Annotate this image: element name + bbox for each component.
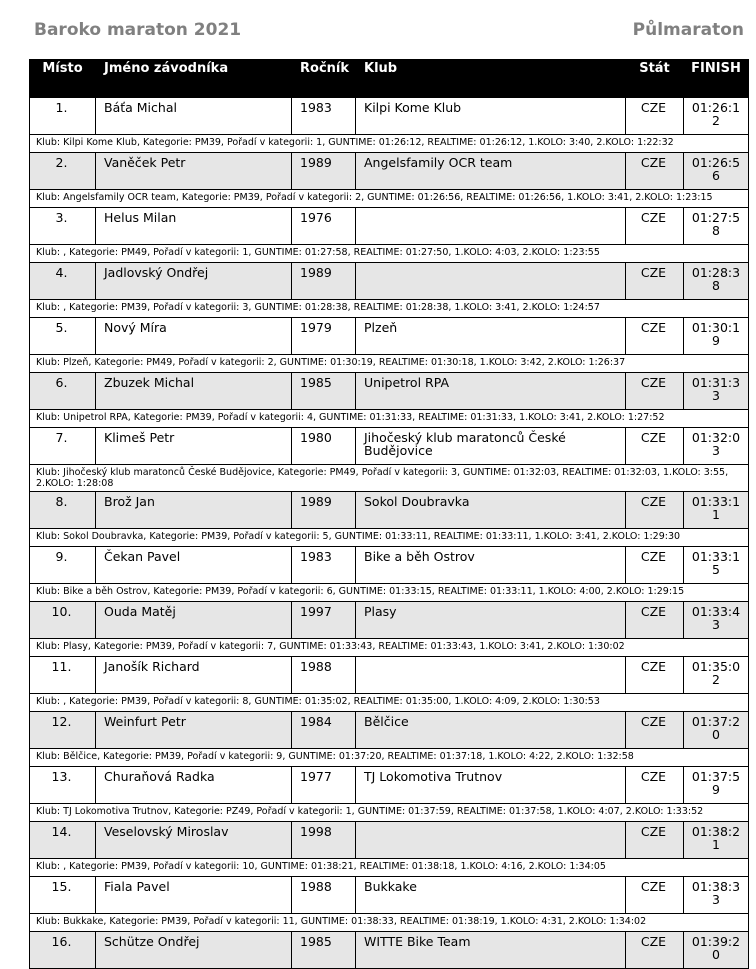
birth-year: 1979 [292, 318, 356, 355]
club-name: TJ Lokomotiva Trutnov [356, 767, 626, 804]
result-detail-row [30, 749, 749, 767]
country-code: CZE [626, 602, 684, 639]
result-detail-row [30, 465, 749, 492]
runner-name: Čekan Pavel [96, 547, 292, 584]
column-header-place: Místo [30, 60, 96, 98]
result-detail-text: Klub: , Kategorie: PM39, Pořadí v kategorii: 10, GUNTIME: 01:38:21, REALTIME: 01:38:18, 1.KOLO: 4:16, 2.KOLO: 1:34:05 [30, 859, 749, 877]
runner-name: Veselovský Miroslav [96, 822, 292, 859]
runner-name: Brož Jan [96, 492, 292, 529]
result-row [30, 428, 749, 465]
result-detail-text: Klub: Bukkake, Kategorie: PM39, Pořadí v kategorii: 11, GUNTIME: 01:38:33, REALTIME: 01:38:19, 1.KOLO: 4:31, 2.KOLO: 1:34:02 [30, 914, 749, 932]
runner-name: Nový Míra [96, 318, 292, 355]
result-detail-row [30, 804, 749, 822]
country-code: CZE [626, 822, 684, 859]
birth-year: 1984 [292, 712, 356, 749]
result-detail-text: Klub: Bike a běh Ostrov, Kategorie: PM39, Pořadí v kategorii: 6, GUNTIME: 01:33:15, REALTIME: 01:33:11, 1.KOLO: 4:00, 2.KOLO: 1:29:15 [30, 584, 749, 602]
result-place: 11. [30, 657, 96, 694]
birth-year: 1980 [292, 428, 356, 465]
runner-name: Helus Milan [96, 208, 292, 245]
birth-year: 1985 [292, 373, 356, 410]
result-place: 16. [30, 932, 96, 969]
club-name: Plzeň [356, 318, 626, 355]
column-header-year: Ročník [292, 60, 356, 98]
finish-time: 01:38:21 [684, 822, 749, 859]
result-row [30, 877, 749, 914]
result-row [30, 208, 749, 245]
result-detail-text: Klub: , Kategorie: PM49, Pořadí v kategorii: 1, GUNTIME: 01:27:58, REALTIME: 01:27:50, 1.KOLO: 4:03, 2.KOLO: 1:23:55 [30, 245, 749, 263]
country-code: CZE [626, 263, 684, 300]
club-name: Plasy [356, 602, 626, 639]
club-name: Bike a běh Ostrov [356, 547, 626, 584]
country-code: CZE [626, 877, 684, 914]
result-place: 8. [30, 492, 96, 529]
result-detail-row [30, 584, 749, 602]
result-detail-row [30, 914, 749, 932]
column-header-name: Jméno závodníka [96, 60, 292, 98]
result-detail-row [30, 410, 749, 428]
birth-year: 1988 [292, 657, 356, 694]
result-place: 15. [30, 877, 96, 914]
country-code: CZE [626, 547, 684, 584]
result-row [30, 602, 749, 639]
result-row [30, 822, 749, 859]
finish-time: 01:38:33 [684, 877, 749, 914]
finish-time: 01:31:33 [684, 373, 749, 410]
runner-name: Klimeš Petr [96, 428, 292, 465]
page-title: Baroko maraton 2021 [34, 20, 242, 40]
finish-time: 01:39:20 [684, 932, 749, 969]
runner-name: Ouda Matěj [96, 602, 292, 639]
birth-year: 1976 [292, 208, 356, 245]
finish-time: 01:37:59 [684, 767, 749, 804]
result-row [30, 932, 749, 969]
result-place: 13. [30, 767, 96, 804]
result-detail-text: Klub: Unipetrol RPA, Kategorie: PM39, Pořadí v kategorii: 4, GUNTIME: 01:31:33, REALTIME: 01:31:33, 1.KOLO: 3:41, 2.KOLO: 1:27:52 [30, 410, 749, 428]
birth-year: 1989 [292, 492, 356, 529]
finish-time: 01:33:43 [684, 602, 749, 639]
result-detail-row [30, 135, 749, 153]
result-detail-text: Klub: Bělčice, Kategorie: PM39, Pořadí v kategorii: 9, GUNTIME: 01:37:20, REALTIME: 01:37:18, 1.KOLO: 4:22, 2.KOLO: 1:32:58 [30, 749, 749, 767]
result-detail-text: Klub: Angelsfamily OCR team, Kategorie: PM39, Pořadí v kategorii: 2, GUNTIME: 01:26:56, REALTIME: 01:26:56, 1.KOLO: 3:41, 2.KOLO: 1:23:15 [30, 190, 749, 208]
finish-time: 01:35:02 [684, 657, 749, 694]
club-name: Bukkake [356, 877, 626, 914]
result-detail-row [30, 300, 749, 318]
club-name: Angelsfamily OCR team [356, 153, 626, 190]
finish-time: 01:26:56 [684, 153, 749, 190]
runner-name: Zbuzek Michal [96, 373, 292, 410]
result-detail-text: Klub: TJ Lokomotiva Trutnov, Kategorie: PZ49, Pořadí v kategorii: 1, GUNTIME: 01:37:59, REALTIME: 01:37:58, 1.KOLO: 4:07, 2.KOLO: 1:33:52 [30, 804, 749, 822]
result-detail-text: Klub: Plasy, Kategorie: PM39, Pořadí v kategorii: 7, GUNTIME: 01:33:43, REALTIME: 01:33:43, 1.KOLO: 3:41, 2.KOLO: 1:30:02 [30, 639, 749, 657]
runner-name: Báťa Michal [96, 98, 292, 135]
runner-name: Churaňová Radka [96, 767, 292, 804]
result-place: 5. [30, 318, 96, 355]
result-detail-row [30, 639, 749, 657]
country-code: CZE [626, 428, 684, 465]
results-table-header [30, 60, 749, 98]
runner-name: Janošík Richard [96, 657, 292, 694]
result-detail-text: Klub: Jihočeský klub maratonců České Budějovice, Kategorie: PM49, Pořadí v kategorii: 3, GUNTIME: 01:32:03, REALTIME: 01:32:03, 1.KOLO: 3:55, 2.KOLO: 1:28:08 [30, 465, 749, 492]
result-detail-row [30, 529, 749, 547]
country-code: CZE [626, 98, 684, 135]
result-row [30, 98, 749, 135]
result-place: 10. [30, 602, 96, 639]
result-row [30, 153, 749, 190]
result-place: 7. [30, 428, 96, 465]
result-place: 9. [30, 547, 96, 584]
birth-year: 1989 [292, 153, 356, 190]
result-row [30, 492, 749, 529]
result-detail-row [30, 190, 749, 208]
runner-name: Fiala Pavel [96, 877, 292, 914]
birth-year: 1977 [292, 767, 356, 804]
birth-year: 1983 [292, 98, 356, 135]
birth-year: 1988 [292, 877, 356, 914]
country-code: CZE [626, 657, 684, 694]
result-detail-row [30, 355, 749, 373]
birth-year: 1983 [292, 547, 356, 584]
finish-time: 01:27:58 [684, 208, 749, 245]
result-row [30, 767, 749, 804]
club-name: Bělčice [356, 712, 626, 749]
country-code: CZE [626, 208, 684, 245]
result-row [30, 263, 749, 300]
runner-name: Weinfurt Petr [96, 712, 292, 749]
result-place: 14. [30, 822, 96, 859]
birth-year: 1985 [292, 932, 356, 969]
result-detail-text: Klub: Kilpi Kome Klub, Kategorie: PM39, Pořadí v kategorii: 1, GUNTIME: 01:26:12, REALTIME: 01:26:12, 1.KOLO: 3:40, 2.KOLO: 1:22:32 [30, 135, 749, 153]
finish-time: 01:26:12 [684, 98, 749, 135]
club-name: Sokol Doubravka [356, 492, 626, 529]
result-place: 3. [30, 208, 96, 245]
result-detail-text: Klub: Plzeň, Kategorie: PM49, Pořadí v kategorii: 2, GUNTIME: 01:30:19, REALTIME: 01:30:18, 1.KOLO: 3:42, 2.KOLO: 1:26:37 [30, 355, 749, 373]
result-place: 1. [30, 98, 96, 135]
club-name: Unipetrol RPA [356, 373, 626, 410]
birth-year: 1997 [292, 602, 356, 639]
column-header-club: Klub [356, 60, 626, 98]
result-place: 2. [30, 153, 96, 190]
country-code: CZE [626, 932, 684, 969]
result-detail-text: Klub: , Kategorie: PM39, Pořadí v kategorii: 3, GUNTIME: 01:28:38, REALTIME: 01:28:38, 1.KOLO: 3:41, 2.KOLO: 1:24:57 [30, 300, 749, 318]
birth-year: 1989 [292, 263, 356, 300]
finish-time: 01:30:19 [684, 318, 749, 355]
result-row [30, 712, 749, 749]
finish-time: 01:28:38 [684, 263, 749, 300]
column-header-finish: FINISH [684, 60, 749, 98]
results-table-body [30, 98, 749, 969]
race-category: Půlmaraton [632, 20, 744, 40]
finish-time: 01:33:11 [684, 492, 749, 529]
finish-time: 01:37:20 [684, 712, 749, 749]
result-detail-row [30, 859, 749, 877]
runner-name: Vaněček Petr [96, 153, 292, 190]
result-row [30, 318, 749, 355]
result-place: 4. [30, 263, 96, 300]
runner-name: Schütze Ondřej [96, 932, 292, 969]
country-code: CZE [626, 318, 684, 355]
club-name [356, 208, 626, 245]
finish-time: 01:32:03 [684, 428, 749, 465]
results-table [29, 59, 749, 969]
result-row [30, 547, 749, 584]
result-detail-row [30, 245, 749, 263]
result-row [30, 657, 749, 694]
birth-year: 1998 [292, 822, 356, 859]
result-row [30, 373, 749, 410]
finish-time: 01:33:15 [684, 547, 749, 584]
runner-name: Jadlovský Ondřej [96, 263, 292, 300]
result-place: 12. [30, 712, 96, 749]
country-code: CZE [626, 373, 684, 410]
country-code: CZE [626, 153, 684, 190]
club-name [356, 822, 626, 859]
country-code: CZE [626, 492, 684, 529]
result-detail-row [30, 694, 749, 712]
club-name: Jihočeský klub maratonců České Budějovice [356, 428, 626, 465]
club-name [356, 657, 626, 694]
club-name: WITTE Bike Team [356, 932, 626, 969]
result-detail-text: Klub: Sokol Doubravka, Kategorie: PM39, Pořadí v kategorii: 5, GUNTIME: 01:33:11, REALTIME: 01:33:11, 1.KOLO: 3:41, 2.KOLO: 1:29:30 [30, 529, 749, 547]
country-code: CZE [626, 712, 684, 749]
result-place: 6. [30, 373, 96, 410]
result-detail-text: Klub: , Kategorie: PM39, Pořadí v kategorii: 8, GUNTIME: 01:35:02, REALTIME: 01:35:00, 1.KOLO: 4:09, 2.KOLO: 1:30:53 [30, 694, 749, 712]
club-name: Kilpi Kome Klub [356, 98, 626, 135]
country-code: CZE [626, 767, 684, 804]
club-name [356, 263, 626, 300]
column-header-country: Stát [626, 60, 684, 98]
